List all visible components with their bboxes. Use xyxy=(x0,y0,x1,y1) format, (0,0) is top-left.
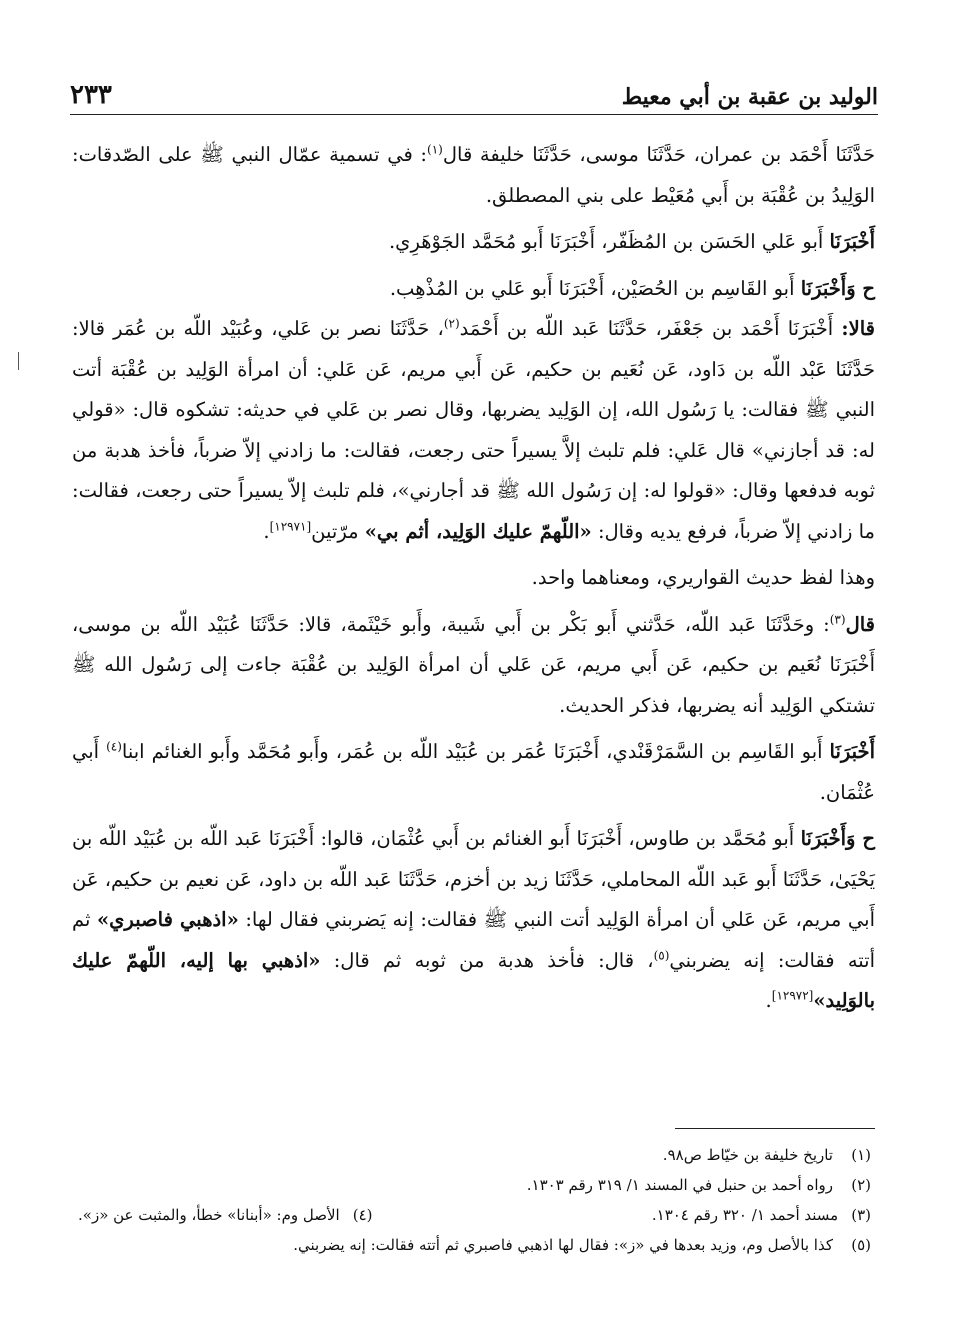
paragraph-4: قالا: أَخْبَرَنَا أَحْمَد بن جَعْفَر، حَدَّثَنَا عَبد اللّه بن أَحْمَد$^{(٢)}$، حَدَّثَنَا نصر بن عَلي، وعُبَيْد اللّه بن عُمَر قالا: حَدَّثَنَا عَبْد اللّه بن دَاود، عَن نُعَيم بن حكيم، عَن أَبي مريم، عَن عَلي: أن امرأة الوَلِيد بن عُقْبَة أتت النبي ﷺ فقالت: يا رَسُول الله، إن الوَلِيد يضربها، وقال نصر بن عَلي في حديثه: تشكوه قال: «قولي له: قد أجازني» قال عَلي: فلم تلبث إلاَّ يسيراً حتى رجعت، فقالت: ما زادني إلاّ ضرباً، فأخذ هدبة من ثوبه فدفعها وقال: «قولوا له: إن رَسُول الله ﷺ قد أجارني»، فلم تلبث إلاّ يسيراً حتى رجعت، فقالت: ما زادني إلاّ ضرباً، فرفع يديه وقال: «اللّهمّ عليك الوَلِيد، أثم بي» مرّتين[١٢٩٧١]. xyxy=(72,316,875,543)
footnote-row-3-4 xyxy=(78,1200,871,1230)
paragraph-2: أَخْبَرَنَا أَبو عَلي الحَسَن بن المُظَفّر، أَخْبَرَنَا أَبو مُحَمَّد الجَوْهَرِي. xyxy=(388,230,875,253)
footnote-1: (١) تاريخ خليفة بن خيّاط ص٩٨. xyxy=(662,1146,871,1164)
margin-mark xyxy=(18,352,19,370)
footnote-ref-5: (٥) xyxy=(653,948,670,962)
paragraph-5: وهذا لفظ حديث القواريري، ومعناهما واحد. xyxy=(531,566,875,589)
page-header xyxy=(70,66,878,115)
footnote-4: (٤) الأصل وم: «أبنانا» خطأ، والمثبت عن «ز». xyxy=(78,1206,373,1224)
footnote-separator xyxy=(675,1128,875,1129)
paragraph-7: أَخْبَرَنَا أَبو القَاسِم بن السَّمَرْقَنْدي، أَخْبَرَنَا عُمَر بن عُبَيْد اللّه بن عُمَر، وأَبو مُحَمَّد وأَبو الغنائم ابنا$^{(٤)}$ أَبي عُثْمَان. xyxy=(72,739,876,804)
hadith-number: [١٢٩٧١] xyxy=(269,519,312,533)
footnote-ref-3: (٣) xyxy=(829,612,846,626)
running-head: الوليد بن عقبة بن أبي معيط xyxy=(621,84,878,110)
paragraph-1: حَدَّثَنَا أَحْمَد بن عمران، حَدَّثَنَا موسى، حَدَّثَنَا خليفة قال$^{(١)}$: في تسمية عمّال النبي ﷺ على الصّدقات: الوَلِيدُ بن عُقْبَة بن أَبي مُعَيْط على بني المصطلق. xyxy=(72,142,876,207)
footnote-5: (٥) كذا بالأصل وم، وزيد بعدها في «ز»: فقال لها اذهبي فاصبري ثم أتته فقالت: إنه يضربني. xyxy=(293,1236,871,1254)
hadith-number: [١٢٩٧٢] xyxy=(771,988,814,1003)
footnotes xyxy=(78,1140,871,1260)
footnote-ref-1: (١) xyxy=(427,142,443,157)
footnote-2: (٢) رواه أحمد بن حنبل في المسند ١/ ٣١٩ رقم ١٣٠٣. xyxy=(526,1176,871,1194)
main-text xyxy=(72,135,875,1022)
paragraph-8: ح وَأَخْبَرَنَا أَبو مُحَمَّد بن طاوس، أَخْبَرَنَا أَبو الغنائم بن أَبي عُثْمَان، قالوا: أَخْبَرَنَا عَبد اللّه بن عُبَيْد اللّه بن يَحْيَىٰ، حَدَّثَنَا أَبو عَبد اللّه المحاملي، حَدَّثَنَا زيد بن أخزم، حَدَّثَنَا عَبد اللّه بن داود، عَن نعيم بن حكيم، عَن أَبي مريم، عَن عَلي أن امرأة الوَلِيد أتت النبي ﷺ فقالت: إنه يَضربني فقال لها: «اذهبي فاصبري» ثم أتته فقالت: إنه يضربني$^{(٥)}$، قال: فأخذ هدبة من ثوبه ثم قال: «اذهبي بها إليه، اللّهمّ عليك بالوَلِيد»[١٢٩٧٢]. xyxy=(72,827,876,1012)
paragraph-6: قال$^{(٣)}$: وحَدَّثَنَا عَبد اللّه، حَدَّثني أَبو بَكْر بن أَبي شَيبة، وأَبو خَيْثَمة، قالا: حَدَّثَنَا عُبَيْد اللّه بن موسى، أَخْبَرَنَا نُعَيم بن حكيم، عَن أَبي مريم، عَن عَلي أن امرأة الوَلِيد بن عُقْبَة جاءت إلى رَسُول الله ﷺ تشتكي الوَلِيد أنه يضربها، فذكر الحديث. xyxy=(72,612,875,717)
footnote-ref-4: (٤) xyxy=(106,739,122,754)
paragraph-3: ح وَأَخْبَرَنَا أَبو القَاسِم بن الحُصَيْن، أَخْبَرَنَا أَبو عَلي بن المُذْهِب. xyxy=(389,276,875,300)
page-number: ٢٣٣ xyxy=(70,80,112,110)
footnote-ref-2: (٢) xyxy=(443,316,460,331)
footnote-3: (٣) مسند أحمد ١/ ٣٢٠ رقم ١٣٠٤. xyxy=(651,1206,871,1224)
